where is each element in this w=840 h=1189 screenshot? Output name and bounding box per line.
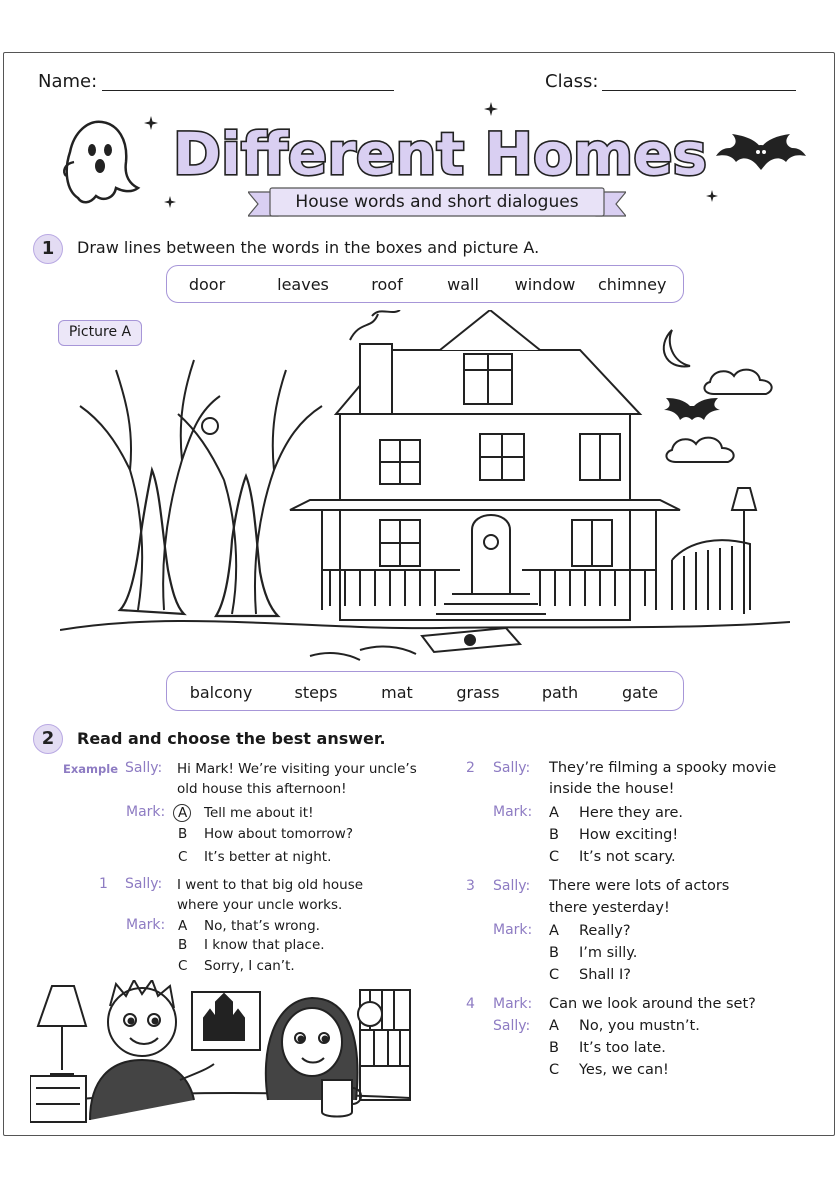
option-letter: C: [178, 849, 188, 865]
option-text[interactable]: No, you mustn’t.: [579, 1018, 700, 1034]
option-text[interactable]: Here they are.: [579, 805, 684, 821]
question-number: 4: [466, 996, 475, 1012]
dialogue-line: Can we look around the set?: [549, 996, 756, 1012]
option-text[interactable]: Sorry, I can’t.: [204, 958, 295, 974]
option-letter: A: [549, 1018, 559, 1034]
word-wall[interactable]: wall: [447, 275, 479, 294]
word-balcony[interactable]: balcony: [189, 683, 253, 702]
speaker-label: Mark:: [493, 996, 533, 1012]
option-letter: B: [178, 937, 188, 953]
dialogue-line: old house this afternoon!: [177, 781, 347, 797]
kids-illustration: [30, 980, 412, 1126]
example-label: Example: [63, 762, 118, 776]
option-text[interactable]: It’s not scary.: [579, 849, 676, 865]
class-field[interactable]: [602, 90, 796, 91]
class-label: Class:: [545, 71, 599, 92]
question-number: 2: [466, 760, 475, 776]
word-gate[interactable]: gate: [621, 683, 659, 702]
speaker-label: Sally:: [125, 876, 163, 892]
speaker-label: Mark:: [493, 922, 533, 938]
speaker-label: Sally:: [493, 878, 531, 894]
dialogue-line: there yesterday!: [549, 900, 670, 916]
speaker-label: Sally:: [125, 760, 163, 776]
option-letter: A: [178, 918, 188, 934]
word-path[interactable]: path: [541, 683, 579, 702]
option-letter: B: [549, 945, 559, 961]
dialogue-line: inside the house!: [549, 781, 675, 797]
option-text[interactable]: Yes, we can!: [579, 1062, 669, 1078]
option-letter: A: [549, 923, 559, 939]
question-number: 3: [466, 878, 475, 894]
bat-icon: [716, 130, 806, 180]
dialogue-line: There were lots of actors: [549, 878, 730, 894]
option-text[interactable]: I know that place.: [204, 937, 325, 953]
option-letter: A: [178, 805, 188, 821]
option-letter: B: [549, 1040, 559, 1056]
word-leaves[interactable]: leaves: [277, 275, 329, 294]
speaker-label: Sally:: [493, 760, 531, 776]
speaker-label: Sally:: [493, 1018, 531, 1034]
word-mat[interactable]: mat: [381, 683, 413, 702]
option-text[interactable]: Really?: [579, 923, 631, 939]
bat-icon: [664, 398, 720, 420]
option-letter: B: [549, 827, 559, 843]
option-text[interactable]: Shall I?: [579, 967, 631, 983]
speaker-label: Mark:: [126, 917, 166, 933]
option-text[interactable]: It’s too late.: [579, 1040, 666, 1056]
option-letter: C: [549, 849, 560, 865]
word-roof[interactable]: roof: [371, 275, 403, 294]
option-text[interactable]: Tell me about it!: [204, 805, 314, 821]
speaker-label: Mark:: [493, 804, 533, 820]
ghost-icon: [56, 110, 142, 208]
option-letter: C: [549, 967, 560, 983]
picture-a-haunted-house: [60, 310, 790, 672]
word-steps[interactable]: steps: [294, 683, 338, 702]
picture-label: Picture A: [58, 320, 142, 346]
option-text[interactable]: I’m silly.: [579, 945, 638, 961]
option-letter: A: [549, 805, 559, 821]
dialogue-line: Hi Mark! We’re visiting your uncle’s: [177, 761, 417, 777]
option-letter: C: [178, 958, 188, 974]
dialogue-line: They’re filming a spooky movie: [549, 760, 777, 776]
section-number: 2: [33, 724, 63, 754]
section-instruction: Draw lines between the words in the boxes and picture A.: [77, 238, 540, 257]
subtitle: House words and short dialogues: [295, 192, 579, 212]
option-text[interactable]: No, that’s wrong.: [204, 918, 320, 934]
dialogue-line: where your uncle works.: [177, 897, 343, 913]
option-letter: C: [549, 1062, 560, 1078]
page-title: [170, 108, 710, 192]
question-number: 1: [99, 876, 108, 892]
speaker-label: Mark:: [126, 804, 166, 820]
word-chimney[interactable]: chimney: [598, 275, 667, 294]
option-text[interactable]: It’s better at night.: [204, 849, 332, 865]
section-number: 1: [33, 234, 63, 264]
option-text[interactable]: How about tomorrow?: [204, 826, 353, 842]
section-instruction: Read and choose the best answer.: [77, 729, 386, 748]
option-text[interactable]: How exciting!: [579, 827, 679, 843]
title-text: Different Homes: [172, 120, 708, 188]
word-window[interactable]: window: [514, 275, 576, 294]
star-icon: [164, 196, 176, 208]
dialogue-line: I went to that big old house: [177, 877, 364, 893]
star-icon: [144, 116, 158, 130]
word-door[interactable]: door: [188, 275, 226, 294]
option-letter: B: [178, 826, 188, 842]
name-label: Name:: [38, 71, 98, 92]
word-grass[interactable]: grass: [456, 683, 500, 702]
name-field[interactable]: [102, 90, 394, 91]
